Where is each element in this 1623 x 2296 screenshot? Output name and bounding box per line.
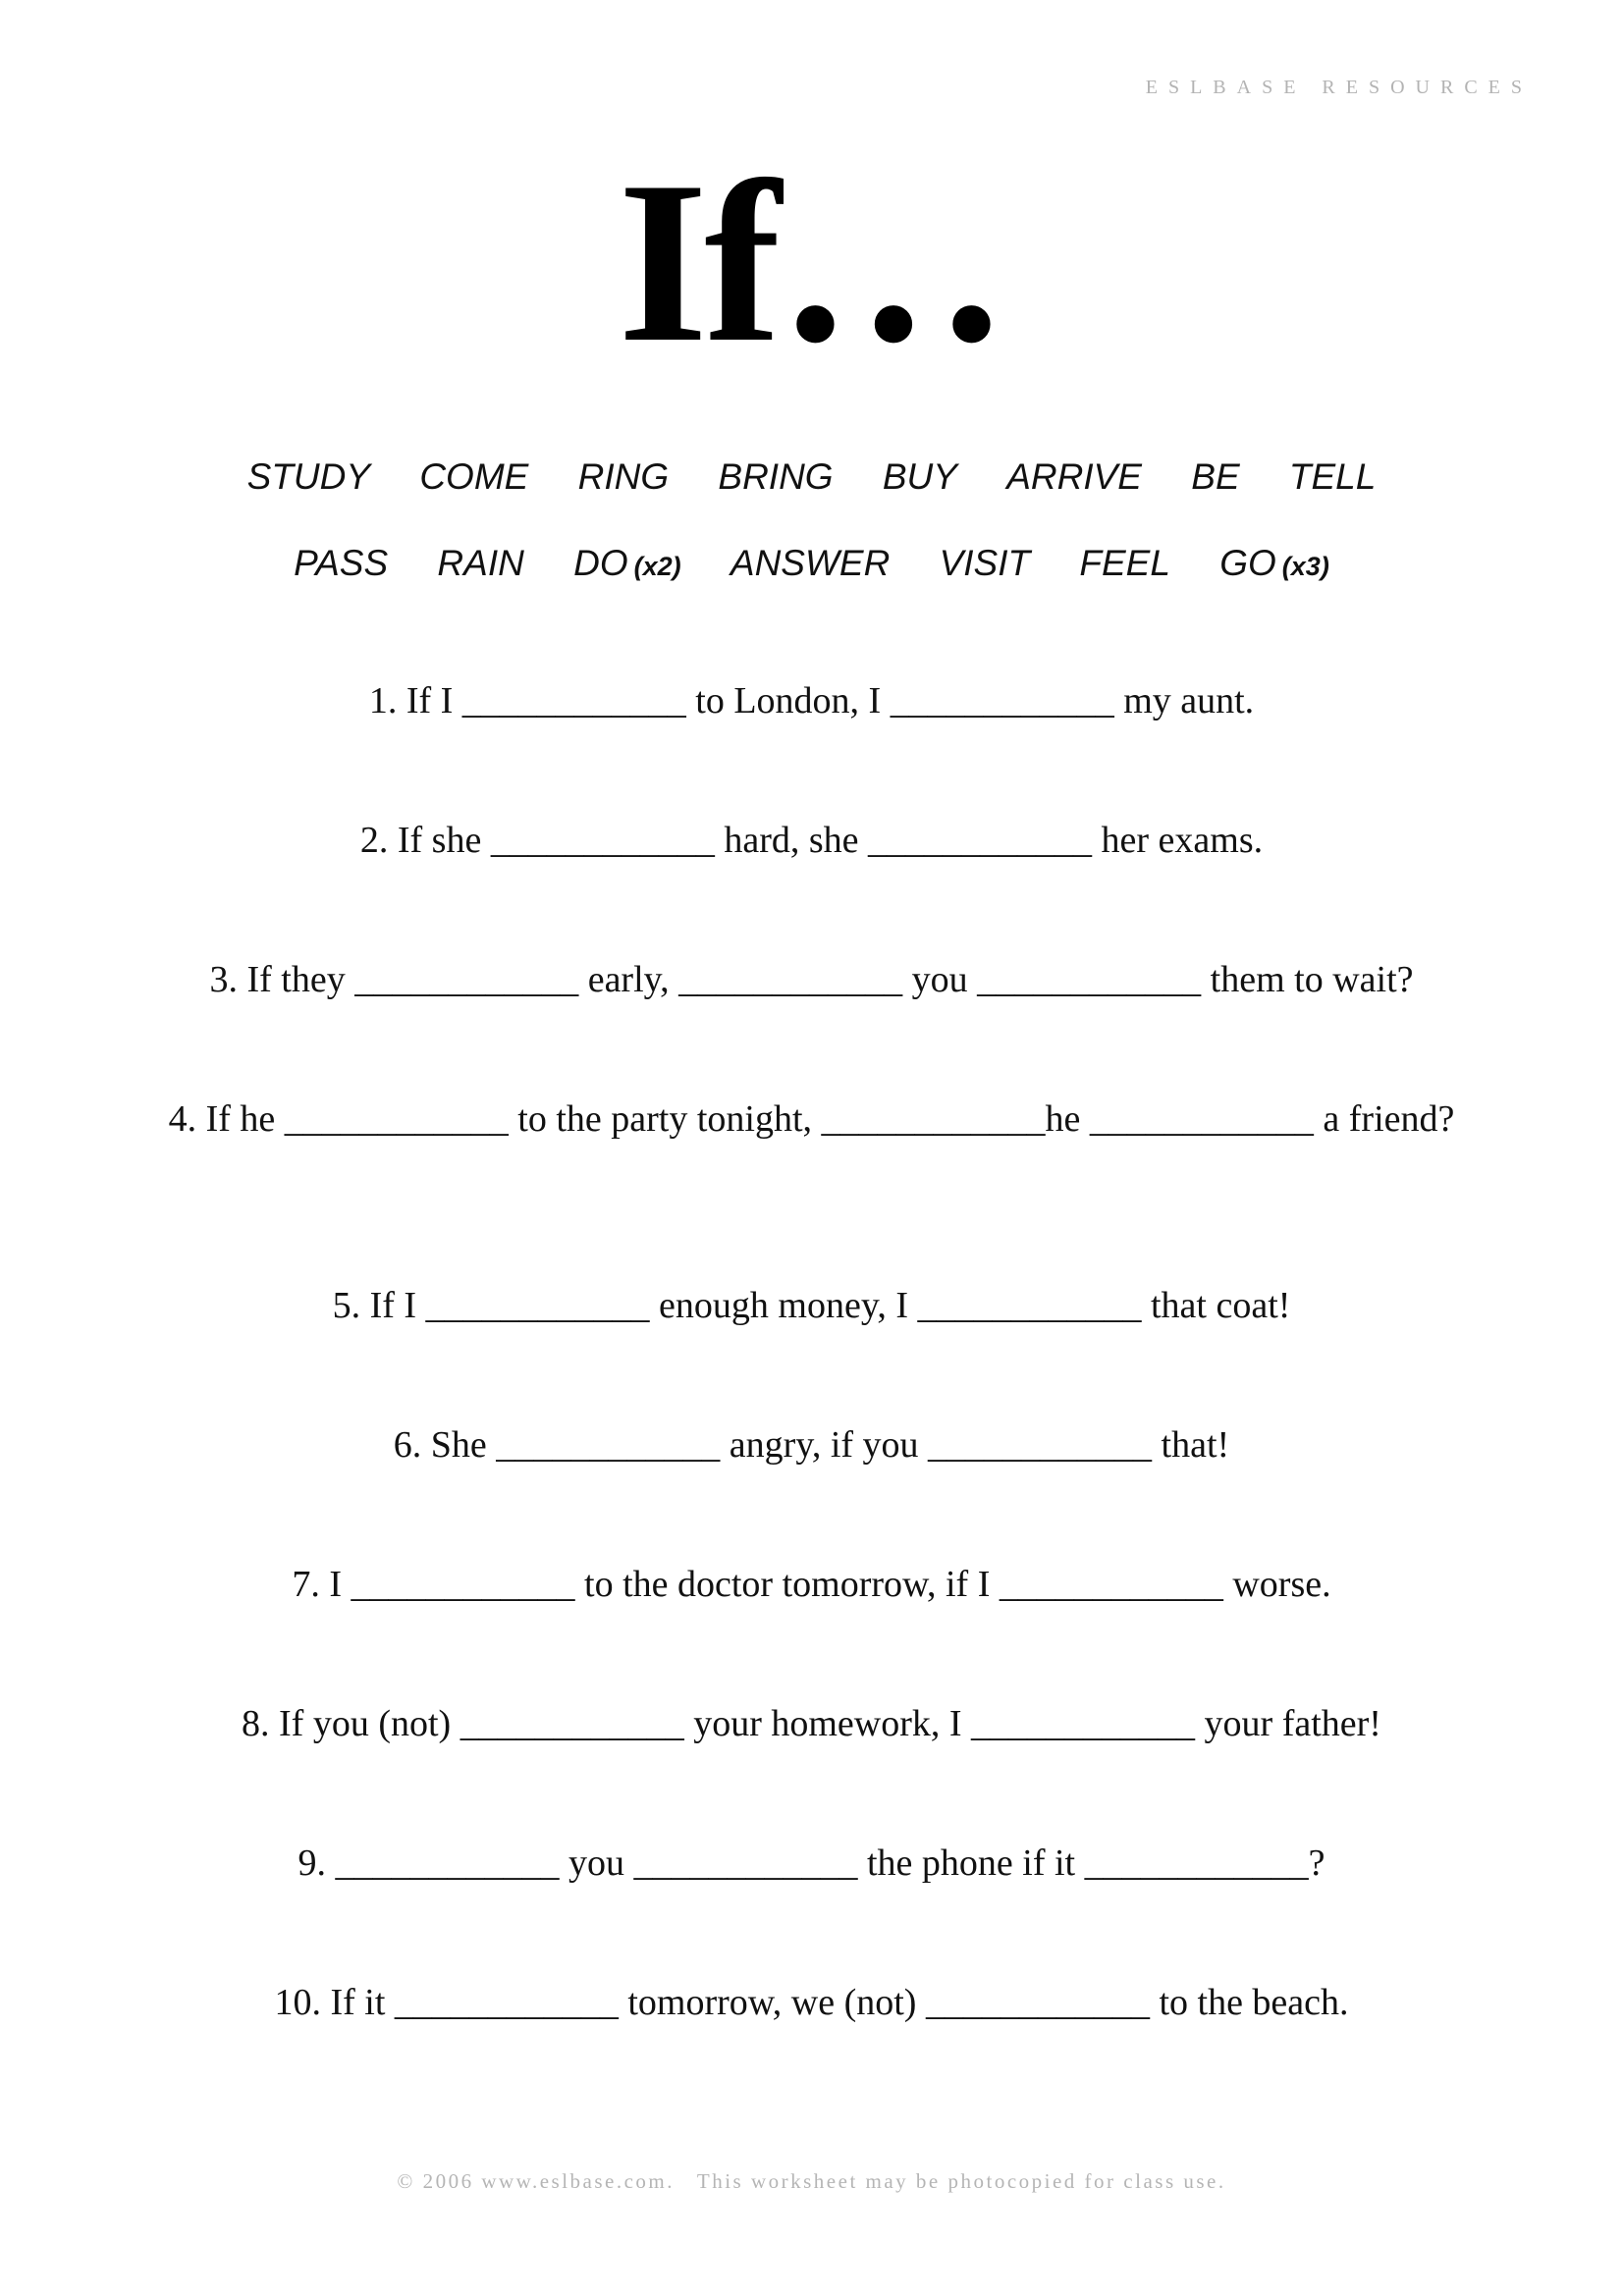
exercise-sentence-1: 1. If I ____________ to London, I ____________ my aunt.	[368, 680, 1255, 721]
word-bank-item: VISIT	[939, 543, 1031, 583]
word-bank-item: FEEL	[1079, 543, 1170, 583]
word-bank-item: BE	[1191, 456, 1240, 497]
word-bank-item: ARRIVE	[1006, 456, 1142, 497]
worksheet-title: If…	[618, 134, 1005, 391]
word-bank-item: STUDY	[246, 456, 371, 497]
exercise-sentence-5: 5. If I ____________ enough money, I ____________ that coat!	[332, 1285, 1291, 1326]
footer-copyright: © 2006 www.eslbase.com. This worksheet may be photocopied for class use.	[397, 2169, 1226, 2193]
word-bank-item: BUY	[882, 456, 957, 497]
word-bank-item: COME	[419, 456, 529, 497]
exercise-sentence-4: 4. If he ____________ to the party tonight, ____________he ____________ a friend?	[168, 1098, 1455, 1140]
word-bank-item: RAIN	[437, 543, 524, 583]
word-bank-row-2	[0, 543, 1623, 584]
exercise-sentence-10: 10. If it ____________ tomorrow, we (not) ____________ to the beach.	[274, 1982, 1349, 2023]
exercise-sentence-2: 2. If she ____________ hard, she ____________ her exams.	[359, 820, 1264, 861]
exercise-sentence-6: 6. She ____________ angry, if you ____________ that!	[393, 1424, 1230, 1466]
exercise-sentence-7: 7. I ____________ to the doctor tomorrow, if I ____________ worse.	[292, 1564, 1331, 1605]
word-bank-item: BRING	[718, 456, 834, 497]
word-bank-item: ANSWER	[730, 543, 891, 583]
word-bank-item: DO (x2)	[573, 543, 681, 583]
word-bank-item: TELL	[1288, 456, 1377, 497]
exercise-sentence-3: 3. If they ____________ early, ____________ you ____________ them to wait?	[209, 959, 1414, 1000]
exercise-sentence-9: 9. ____________ you ____________ the phone if it ____________?	[298, 1842, 1325, 1884]
word-bank-item: PASS	[294, 543, 389, 583]
word-multiplier: (x2)	[633, 552, 681, 581]
word-bank-item: RING	[577, 456, 670, 497]
word-bank-row-1	[0, 456, 1623, 498]
header-brand: ESLBASE RESOURCES	[1145, 77, 1533, 98]
word-multiplier: (x3)	[1281, 552, 1329, 581]
exercise-sentence-8: 8. If you (not) ____________ your homework, I ____________ your father!	[242, 1703, 1381, 1744]
word-bank-item: GO (x3)	[1219, 543, 1329, 583]
